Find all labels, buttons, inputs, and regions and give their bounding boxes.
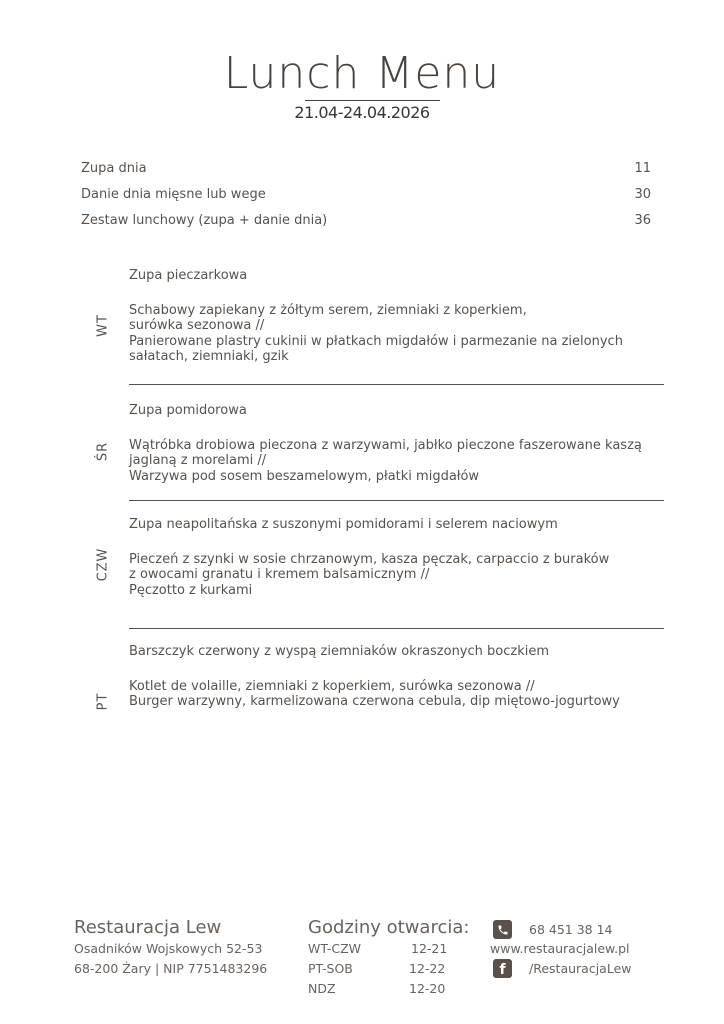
day-divider [129,384,664,385]
day-label: ŚR [95,441,111,462]
hours-title: Godziny otwarcia: [308,917,470,938]
day-body [129,268,649,365]
price-row [81,211,651,237]
day-divider [129,500,664,501]
price-value: 30 [634,187,651,202]
day-dishes: Kotlet de volaille, ziemniaki z koperkiem, surówka sezonowa // Burger warzywny, karmelizowana czerwona cebula, dip miętowo-jogurtowy [129,678,620,709]
phone-icon [493,920,512,939]
hours-time: 12-22 [409,961,446,976]
hours-days: PT-SOB [308,961,353,976]
menu-title: Lunch Menu [223,48,501,99]
day-body [129,403,649,484]
price-value: 36 [634,213,651,228]
day-body [129,644,649,710]
facebook-icon: f [493,959,512,978]
day-dishes: Pieczeń z szynki w sosie chrzanowym, kasza pęczak, carpaccio z buraków z owocami granatu i kremem balsamicznym // Pęczotto z kurkami [129,551,610,598]
hours-time: 12-20 [409,981,446,996]
price-row [81,159,651,185]
day-divider [129,628,664,629]
day-label: PT [95,692,111,711]
restaurant-name: Restauracja Lew [74,917,222,938]
day-dishes: Wątróbka drobiowa pieczona z warzywami, jabłko pieczone faszerowane kaszą jaglaną z morelami // Warzywa pod sosem beszamelowym, płatki migdałów [129,437,642,484]
day-soup: Barszczyk czerwony z wyspą ziemniaków okraszonych boczkiem [129,644,549,659]
day-dishes: Schabowy zapiekany z żółtym serem, ziemniaki z koperkiem, surówka sezonowa // Panierowane plastry cukinii w płatkach migdałów i parmezanie na zielonych sałatach, ziemniaki, gzik [129,302,623,364]
restaurant-address: Osadników Wojskowych 52-53 [74,941,263,956]
restaurant-city-nip: 68-200 Żary | NIP 7751483296 [74,961,268,976]
day-soup: Zupa pieczarkowa [129,268,248,283]
day-soup: Zupa pomidorowa [129,403,247,418]
hours-days: NDZ [308,981,336,996]
menu-dates: 21.04-24.04.2026 [294,103,430,122]
price-row [81,185,651,211]
day-label: WT [95,314,111,337]
price-list [81,159,651,237]
day-body [129,517,649,598]
website-link[interactable]: www.restauracjalew.pl [490,941,630,956]
price-label: Zupa dnia [81,161,147,176]
phone-number[interactable]: 68 451 38 14 [529,922,613,937]
day-soup: Zupa neapolitańska z suszonymi pomidorami i selerem naciowym [129,517,558,532]
hours-time: 12-21 [411,941,448,956]
price-label: Danie dnia mięsne lub wege [81,187,266,202]
price-label: Zestaw lunchowy (zupa + danie dnia) [81,213,328,228]
price-value: 11 [634,161,651,176]
hours-days: WT-CZW [308,941,362,956]
day-label: CZW [95,547,111,582]
facebook-link[interactable]: /RestauracjaLew [529,961,632,976]
title-underline [305,100,440,101]
